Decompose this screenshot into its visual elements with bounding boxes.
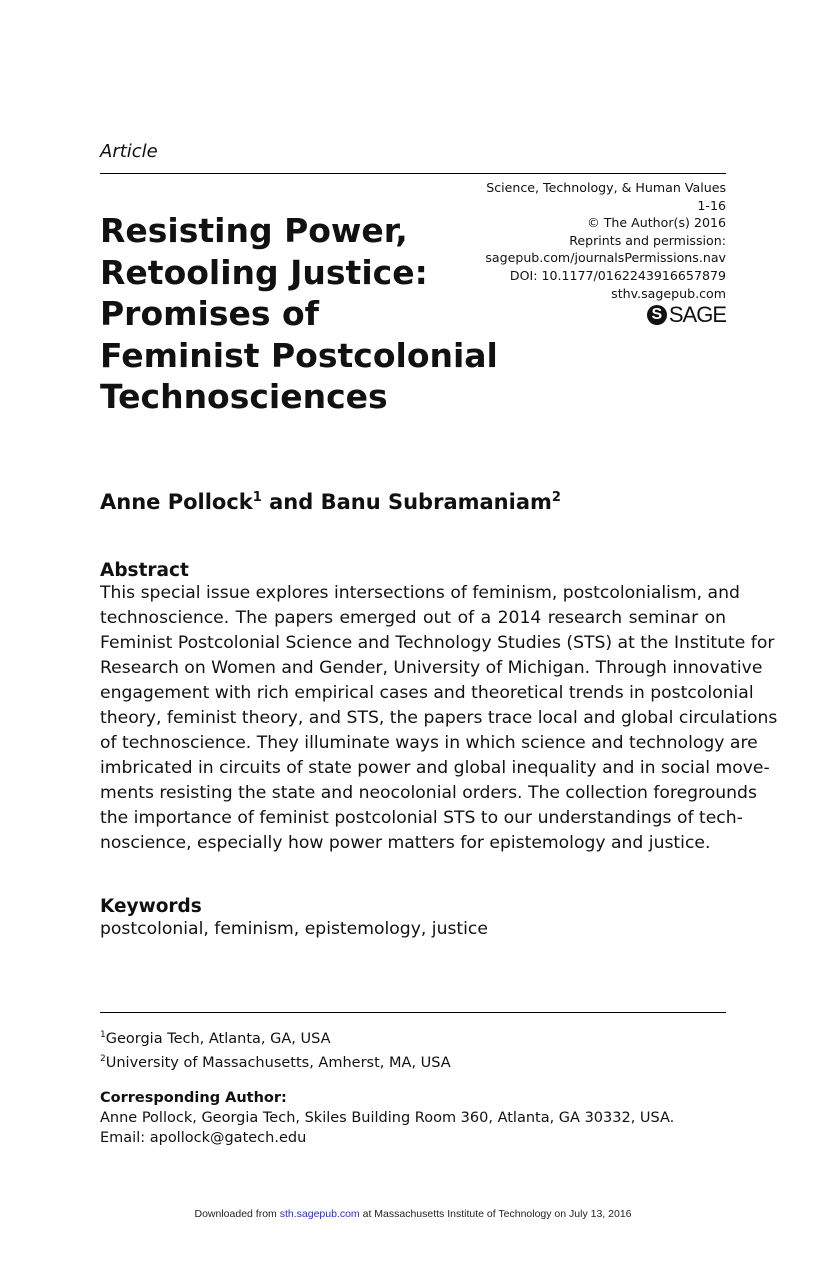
keywords-heading: Keywords xyxy=(100,896,202,917)
meta-site: sthv.sagepub.com xyxy=(611,285,726,301)
affiliation: $^2$University of Massachusetts, Amherst, MA, USA xyxy=(100,1054,451,1072)
abstract: Abstract This special issue explores intersections of feminism, postcolonialism, and technoscience. The papers emerged out of a 2014 research seminar on Feminist Postcolonial Science and Technology Studies (STS) at the Institute for Research on Women and Gender, University of Michigan. Through innovative engagement with rich empirical cases and theoretical trends in postcolonial theory, feminist theory, and STS, the papers trace local and global circulations of technoscience. They illuminate ways in which science and technology are imbricated in circuits of state power and global inequality and in social move- ments resisting the state and neocolonial orders. The collection foregrounds the importance of feminist postcolonial STS to our understandings of tech- noscience, especially how power matters for epistemology and justice. xyxy=(100,560,778,853)
authors: Anne Pollock$^1$ and Banu Subramaniam$^2$ xyxy=(100,490,561,514)
site-link[interactable]: sth.sagepub.com xyxy=(279,1208,360,1220)
meta-reprints: Reprints and permission: xyxy=(569,232,726,248)
keywords-text: postcolonial, feminism, epistemology, justice xyxy=(100,919,488,939)
meta-copyright: © The Author(s) 2016 xyxy=(587,215,726,231)
download-footer: Downloaded from sth.sagepub.com at Massachusetts Institute of Technology on July 13, 2016 xyxy=(194,1208,632,1220)
article-type-label: Article xyxy=(100,141,158,162)
top-rule xyxy=(100,173,726,174)
paper-title: Resisting Power, Retooling Justice: Promises of Feminist Postcolonial Technosciences xyxy=(100,211,498,416)
keywords xyxy=(100,896,488,942)
corresponding-author: Corresponding Author: Anne Pollock, Georgia Tech, Skiles Building Room 360, Atlanta, GA 30332, USA. Email: apollock@gatech.edu xyxy=(100,1090,675,1146)
meta-pages: 1-16 xyxy=(697,197,726,213)
abstract-heading: Abstract xyxy=(100,560,189,581)
sage-s-icon: S xyxy=(647,305,667,325)
affiliation: $^1$Georgia Tech, Atlanta, GA, USA xyxy=(100,1030,331,1047)
meta-journal: Science, Technology, & Human Values xyxy=(486,180,726,195)
affiliations xyxy=(100,1025,451,1074)
meta-doi: DOI: 10.1177/0162243916657879 xyxy=(509,267,726,283)
footnote-rule xyxy=(100,1012,726,1013)
sage-logo: S SAGE xyxy=(485,305,726,325)
journal-meta xyxy=(485,179,726,328)
meta-permissions-url: sagepub.com/journalsPermissions.nav xyxy=(485,250,726,266)
